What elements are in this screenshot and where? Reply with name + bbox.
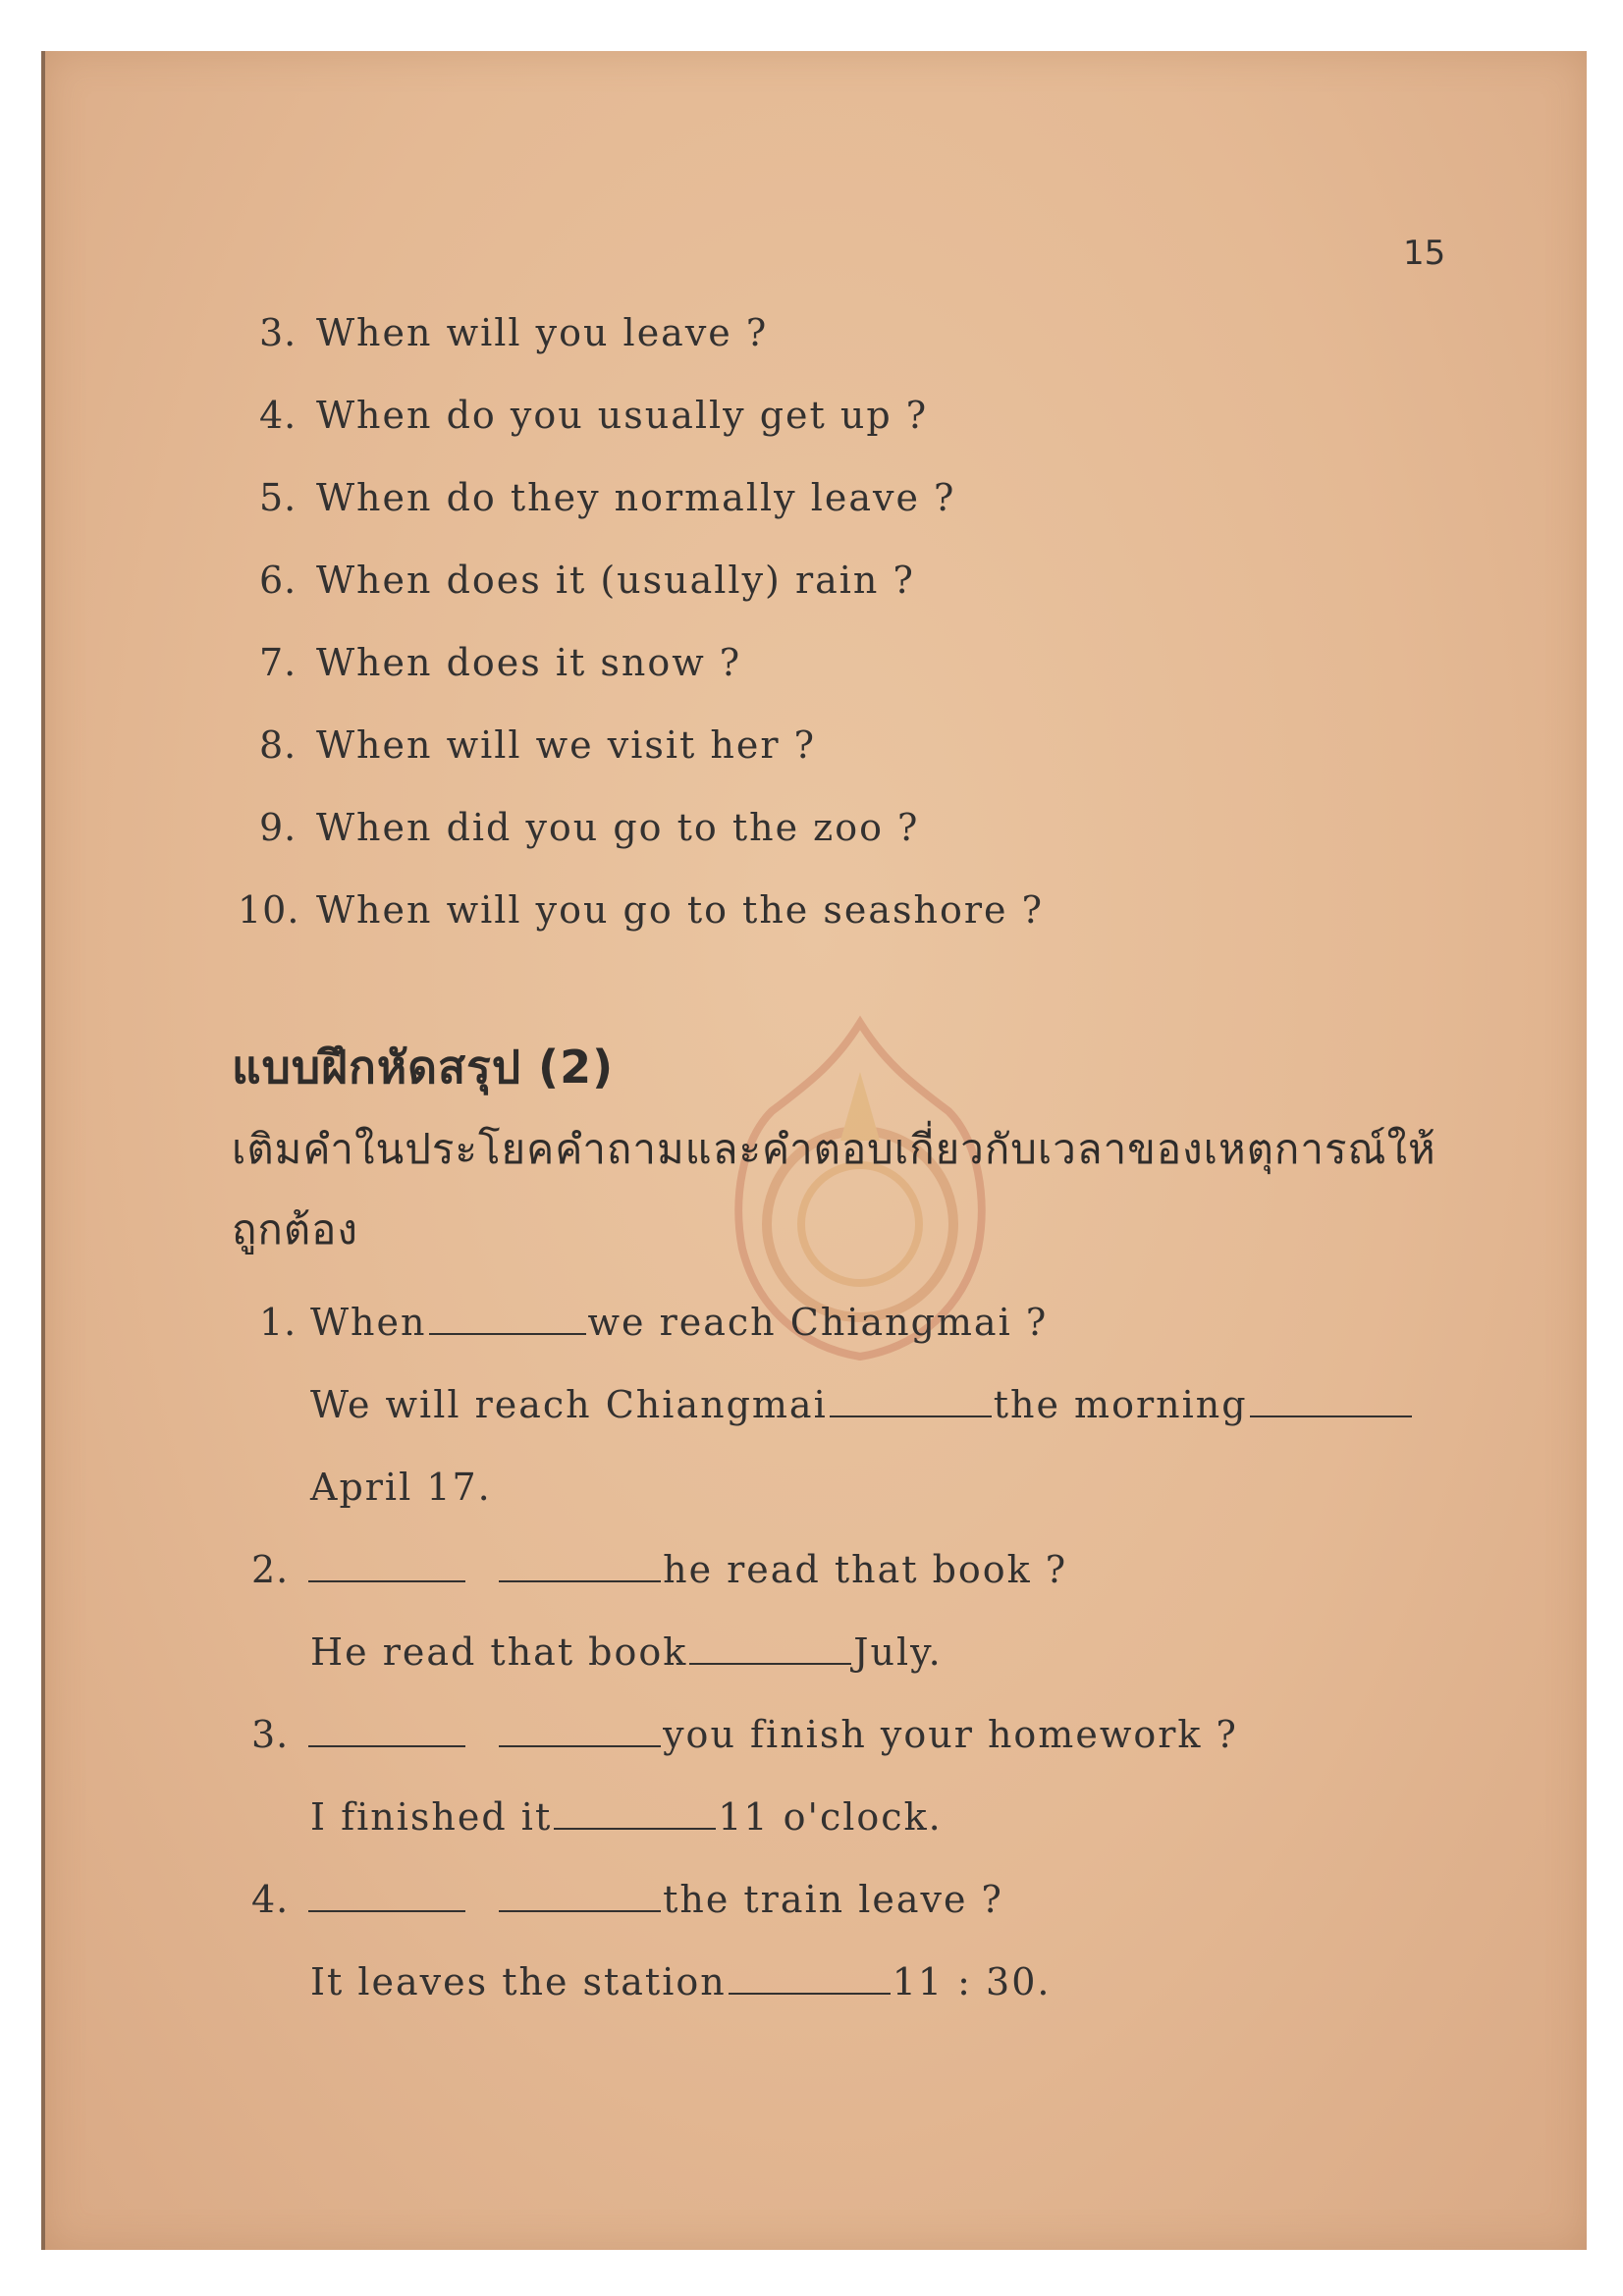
- answer-blank[interactable]: [499, 1909, 661, 1912]
- item-number: 2.: [251, 1548, 290, 1591]
- answer-blank[interactable]: [499, 1744, 661, 1747]
- question-start: When: [310, 1301, 427, 1344]
- answer-blank[interactable]: [689, 1662, 851, 1665]
- question-number: 9.: [259, 806, 298, 849]
- item-answer: [310, 1630, 943, 1674]
- answer-blank[interactable]: [308, 1909, 465, 1912]
- question-number: 6.: [259, 559, 298, 602]
- answer-start: It leaves the station: [310, 1960, 727, 2003]
- question-number: 5.: [259, 476, 298, 519]
- question-end: the train leave ?: [663, 1878, 1003, 1921]
- question-text: When does it snow ?: [316, 641, 742, 684]
- answer-blank[interactable]: [499, 1579, 661, 1582]
- exercise-instruction: เติมคำในประโยคคำถามและคำตอบเกี่ยวกับเวลาของเหตุการณ์ให้: [232, 1125, 1436, 1173]
- question-text: When did you go to the zoo ?: [316, 806, 920, 849]
- question-end: you finish your homework ?: [663, 1713, 1238, 1756]
- answer-blank[interactable]: [554, 1827, 716, 1830]
- answer-blank[interactable]: [830, 1415, 992, 1417]
- item-answer: [310, 1795, 943, 1839]
- item-question: [306, 1878, 1003, 1921]
- book-page: [41, 51, 1587, 2250]
- item-question: [306, 1713, 1238, 1756]
- answer-blank[interactable]: [429, 1332, 586, 1335]
- answer-part: the morning: [993, 1383, 1248, 1426]
- answer-part: We will reach Chiangmai: [310, 1383, 828, 1426]
- item-question: [310, 1301, 1049, 1344]
- question-number: 7.: [259, 641, 298, 684]
- page-number: 15: [1403, 234, 1446, 273]
- question-number: 8.: [259, 723, 298, 767]
- question-text: When will we visit her ?: [316, 723, 816, 767]
- answer-end: 11 o'clock.: [718, 1795, 943, 1839]
- answer-start: I finished it: [310, 1795, 553, 1839]
- item-question: [306, 1548, 1068, 1591]
- question-text: When does it (usually) rain ?: [316, 559, 915, 602]
- answer-end: 11 : 30.: [892, 1960, 1052, 2003]
- answer-blank[interactable]: [308, 1579, 465, 1582]
- answer-blank[interactable]: [308, 1744, 465, 1747]
- question-text: When will you leave ?: [316, 311, 769, 354]
- item-number: 1.: [259, 1301, 298, 1344]
- item-number: 4.: [251, 1878, 290, 1921]
- question-text: When will you go to the seashore ?: [316, 888, 1044, 932]
- item-number: 3.: [251, 1713, 290, 1756]
- question-text: When do you usually get up ?: [316, 394, 929, 437]
- answer-start: He read that book: [310, 1630, 688, 1674]
- answer-blank[interactable]: [1250, 1415, 1412, 1417]
- question-number: 10.: [238, 888, 300, 932]
- question-number: 4.: [259, 394, 298, 437]
- exercise-heading: แบบฝึกหัดสรุป (2): [232, 1041, 615, 1094]
- exercise-instruction-continued: ถูกต้อง: [232, 1205, 358, 1254]
- item-answer: [310, 1960, 1052, 2003]
- item-answer-continued: April 17.: [310, 1466, 492, 1509]
- item-answer: [310, 1383, 1414, 1426]
- question-text: When do they normally leave ?: [316, 476, 956, 519]
- answer-end: July.: [853, 1630, 943, 1674]
- answer-blank[interactable]: [729, 1992, 891, 1995]
- question-number: 3.: [259, 311, 298, 354]
- question-end: he read that book ?: [663, 1548, 1068, 1591]
- question-end: we reach Chiangmai ?: [587, 1301, 1049, 1344]
